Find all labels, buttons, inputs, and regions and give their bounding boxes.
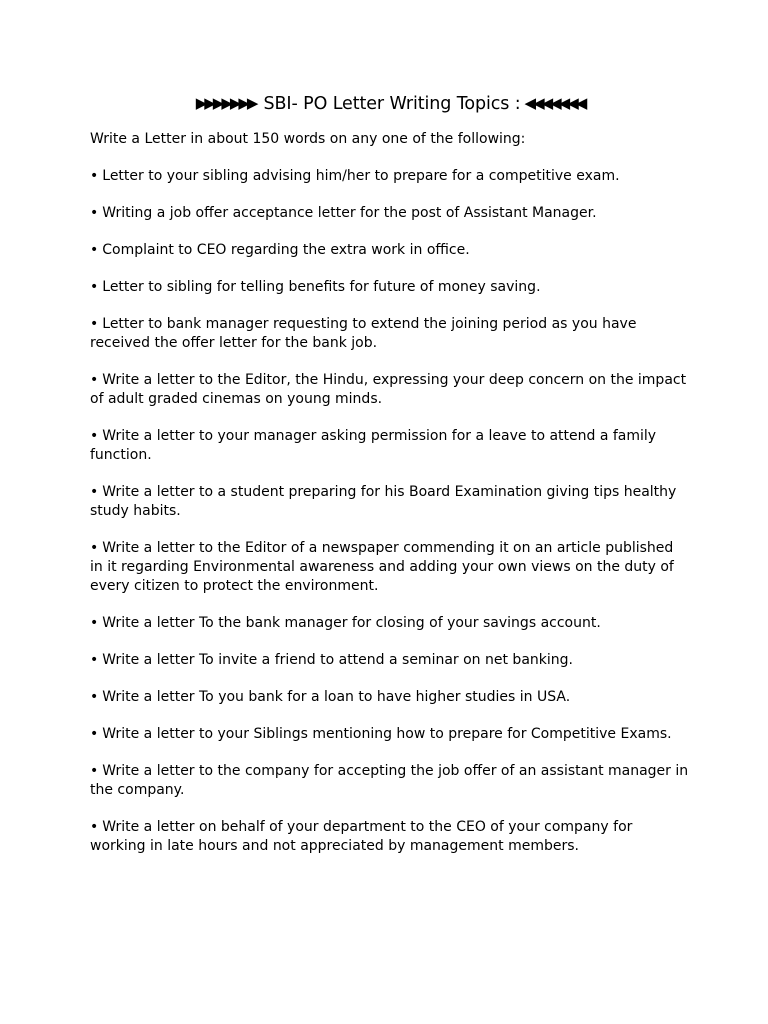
intro-text: Write a Letter in about 150 words on any one of the following:	[90, 131, 526, 147]
document-page	[90, 92, 690, 874]
topic-text: Write a letter to your Siblings mentioning how to prepare for Competitive Exams.	[102, 726, 672, 742]
list-item	[90, 762, 690, 800]
list-item	[90, 241, 690, 260]
title-text: SBI- PO Letter Writing Topics :	[263, 94, 521, 114]
topic-text: Write a letter to a student preparing for his Board Examination giving tips healthy study habits.	[90, 484, 677, 519]
bullet-icon: •	[90, 168, 99, 184]
topic-text: Complaint to CEO regarding the extra work in office.	[102, 242, 470, 258]
bullet-icon: •	[90, 689, 99, 705]
bullet-icon: •	[90, 428, 99, 444]
topic-text: Letter to sibling for telling benefits for future of money saving.	[102, 279, 541, 295]
bullet-icon: •	[90, 540, 99, 556]
topic-text: Write a letter To invite a friend to attend a seminar on net banking.	[102, 652, 573, 668]
list-item	[90, 688, 690, 707]
topic-text: Write a letter to the Editor, the Hindu, expressing your deep concern on the impact of adult graded cinemas on young minds.	[90, 372, 687, 407]
list-item	[90, 371, 690, 409]
topic-text: Letter to bank manager requesting to extend the joining period as you have received the offer letter for the bank job.	[90, 316, 637, 351]
list-item	[90, 278, 690, 297]
page-title	[90, 92, 690, 116]
list-item	[90, 167, 690, 186]
list-item	[90, 725, 690, 744]
list-item	[90, 818, 690, 856]
topic-text: Writing a job offer acceptance letter for the post of Assistant Manager.	[102, 205, 597, 221]
bullet-icon: •	[90, 316, 99, 332]
list-item	[90, 204, 690, 223]
bullet-icon: •	[90, 484, 99, 500]
topic-list	[90, 167, 690, 856]
list-item	[90, 427, 690, 465]
topic-text: Write a letter to the company for accepting the job offer of an assistant manager in the company.	[90, 763, 689, 798]
bullet-icon: •	[90, 652, 99, 668]
topic-text: Write a letter To you bank for a loan to have higher studies in USA.	[102, 689, 571, 705]
list-item	[90, 539, 690, 596]
topic-text: Write a letter to the Editor of a newspaper commending it on an article published in it regarding Environmental awareness and adding your own views on the duty of every citizen to protect the environment.	[90, 540, 674, 594]
bullet-icon: •	[90, 615, 99, 631]
topic-text: Write a letter to your manager asking permission for a leave to attend a family function.	[90, 428, 657, 463]
bullet-icon: •	[90, 242, 99, 258]
bullet-icon: •	[90, 205, 99, 221]
list-item	[90, 651, 690, 670]
bullet-icon: •	[90, 763, 99, 779]
bullet-icon: •	[90, 279, 99, 295]
bullet-icon: •	[90, 372, 99, 388]
topic-text: Write a letter To the bank manager for closing of your savings account.	[102, 615, 601, 631]
topic-text: Write a letter on behalf of your department to the CEO of your company for working in late hours and not appreciated by management members.	[90, 819, 633, 854]
bullet-icon: •	[90, 819, 99, 835]
topic-text: Letter to your sibling advising him/her to prepare for a competitive exam.	[102, 168, 620, 184]
list-item	[90, 315, 690, 353]
bullet-icon: •	[90, 726, 99, 742]
list-item	[90, 614, 690, 633]
left-arrows-icon: ◀◀◀◀◀◀◀	[524, 94, 585, 112]
list-item	[90, 483, 690, 521]
right-arrows-icon: ▶▶▶▶▶▶▶	[195, 94, 256, 112]
